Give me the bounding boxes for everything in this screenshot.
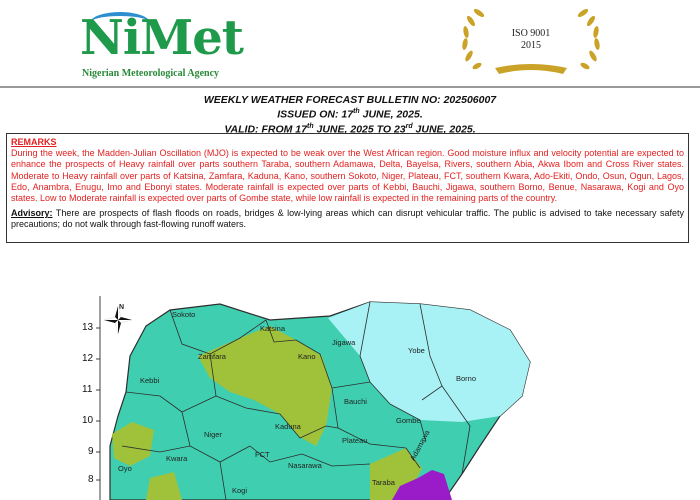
state-label-yobe: Yobe: [408, 346, 425, 355]
y-tick-8: 8: [88, 474, 94, 485]
state-label-jigawa: Jigawa: [332, 338, 356, 347]
logo-agency-name: Nigerian Meteorological Agency: [82, 68, 220, 79]
state-label-bauchi: Bauchi: [344, 397, 367, 406]
bulletin-number: WEEKLY WEATHER FORECAST BULLETIN NO: 202506007: [203, 94, 497, 106]
advisory: [11, 208, 684, 230]
compass-north-label: N: [119, 304, 125, 311]
state-label-taraba: Taraba: [372, 478, 395, 487]
state-label-niger: Niger: [204, 430, 222, 439]
state-label-kwara: Kwara: [166, 454, 188, 463]
state-label-borno: Borno: [456, 374, 477, 383]
bulletin-titles: [0, 94, 700, 135]
y-tick-13: 13: [82, 322, 94, 333]
state-label-gombe: Gombe: [396, 416, 421, 425]
iso-year: 2015: [521, 40, 541, 51]
state-label-kogi: Kogi: [232, 486, 248, 495]
state-label-kebbi: Kebbi: [140, 376, 160, 385]
state-label-kaduna: Kaduna: [275, 422, 301, 431]
state-label-katsina: Katsina: [260, 324, 286, 333]
nigeria-map-shapes: [70, 296, 590, 500]
state-label-nasarawa: Nasarawa: [288, 461, 322, 470]
state-label-adamawa: Adamawa: [408, 428, 432, 463]
state-label-fct: FCT: [255, 450, 270, 459]
header-divider: [0, 86, 700, 88]
nimet-logo: [80, 10, 255, 82]
compass-rose-icon: [104, 306, 132, 334]
header: [0, 0, 700, 88]
state-label-sokoto: Sokoto: [172, 310, 196, 319]
y-tick-12: 12: [82, 353, 94, 364]
remarks-box: [6, 133, 689, 243]
remarks-heading: REMARKS: [11, 137, 57, 147]
iso-certification-badge: [455, 4, 607, 76]
state-label-oyo: Oyo: [118, 464, 132, 473]
state-label-kano: Kano: [298, 352, 316, 361]
logo-wordmark: NiMet: [80, 10, 243, 66]
iso-standard: ISO 9001: [511, 28, 551, 39]
issued-date: ISSUED ON: 17th JUNE, 2025.: [277, 108, 423, 121]
rainfall-forecast-map: [70, 296, 590, 500]
valid-range: VALID: FROM 17th JUNE, 2025 TO 23rd JUNE, 2025.: [224, 122, 476, 135]
state-label-plateau: Plateau: [342, 436, 368, 445]
y-tick-11: 11: [82, 384, 93, 395]
advisory-text: There are prospects of flash floods on roads, bridges & low-lying areas which can disrupt vehicular traffic. The public is advised to take necessary safety precautions; do not walk through fast-flowing runoff waters.: [11, 208, 684, 230]
y-tick-9: 9: [88, 446, 94, 457]
advisory-label: Advisory:: [11, 208, 53, 219]
axis-ticks: [96, 296, 100, 500]
remarks-body: During the week, the Madden-Julian Oscillation (MJO) is expected to be weak over the West African region. Good moisture influx and velocity potential are expected to enhance the prospects of Heavy rainfall over parts southern Taraba, southern Adamawa, Delta, Bayelsa, Rivers, southern Abia, Akwa Ibom and Cross River states. Moderate to Heavy rainfall over parts of Katsina, Zamfara, Kaduna, Kano, southern Sokoto, Niger, Plateau, FCT, southern Kwara, Ado-Ekiti, Ondo, Osun, Ogun, Lagos, Edo, Anambra, Enugu, Imo and Ebonyi states. Moderate rainfall is expected over parts of Kebbi, Bauchi, Jigawa, southern Borno, Benue, Nasarawa, Kogi and Oyo states. Low to Moderate rainfall is expected over parts of Gombe state, while low rainfall is expected in the remaining parts of the country.: [11, 148, 684, 204]
state-label-zamfara: Zamfara: [198, 352, 226, 361]
y-tick-10: 10: [82, 415, 94, 426]
